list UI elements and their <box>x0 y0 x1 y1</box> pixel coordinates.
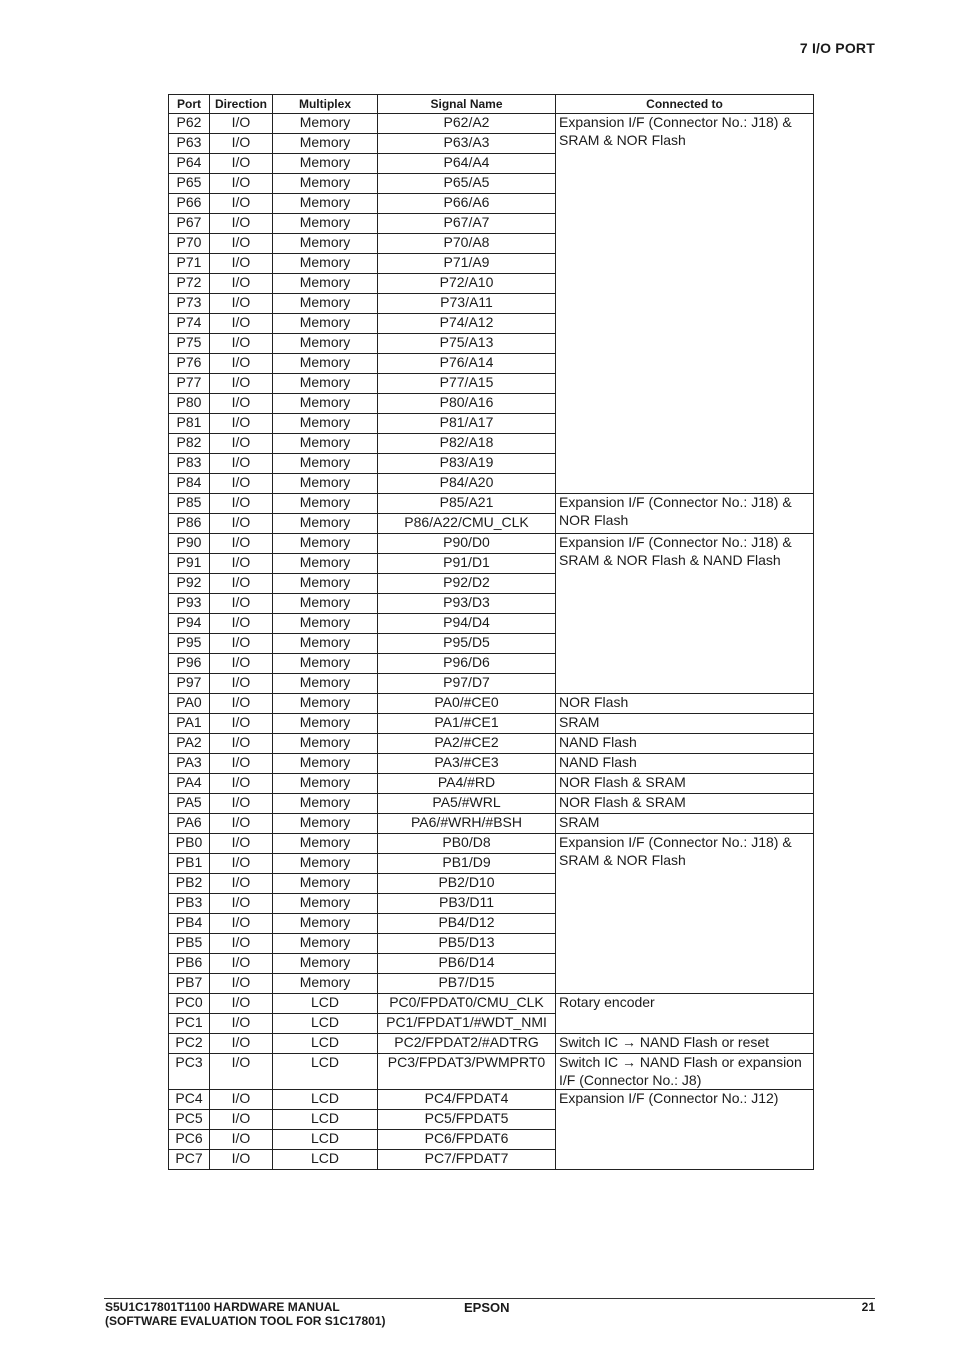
cell-port: PB7 <box>169 974 210 994</box>
cell-multiplex: LCD <box>273 994 378 1014</box>
table-row <box>169 1034 814 1054</box>
cell-multiplex: Memory <box>273 874 378 894</box>
cell-multiplex: Memory <box>273 614 378 634</box>
cell-direction: I/O <box>210 634 273 654</box>
cell-port: P63 <box>169 134 210 154</box>
table-body <box>169 114 814 1170</box>
cell-port: PB6 <box>169 954 210 974</box>
cell-direction: I/O <box>210 1054 273 1090</box>
table-row <box>169 694 814 714</box>
cell-multiplex: Memory <box>273 134 378 154</box>
table-header-row <box>169 95 814 114</box>
cell-direction: I/O <box>210 174 273 194</box>
cell-direction: I/O <box>210 854 273 874</box>
cell-connected-to: NOR Flash & SRAM <box>556 774 814 794</box>
cell-port: PA1 <box>169 714 210 734</box>
cell-direction: I/O <box>210 394 273 414</box>
cell-port: PC6 <box>169 1130 210 1150</box>
column-header-multiplex: Multiplex <box>273 95 378 114</box>
cell-signal-name: PA1/#CE1 <box>378 714 556 734</box>
cell-signal-name: P92/D2 <box>378 574 556 594</box>
cell-port: PA2 <box>169 734 210 754</box>
cell-direction: I/O <box>210 994 273 1014</box>
cell-direction: I/O <box>210 954 273 974</box>
cell-direction: I/O <box>210 274 273 294</box>
table-row <box>169 834 814 854</box>
cell-direction: I/O <box>210 474 273 494</box>
cell-direction: I/O <box>210 894 273 914</box>
cell-multiplex: Memory <box>273 814 378 834</box>
cell-multiplex: Memory <box>273 694 378 714</box>
cell-signal-name: P72/A10 <box>378 274 556 294</box>
cell-multiplex: LCD <box>273 1034 378 1054</box>
table-row <box>169 774 814 794</box>
cell-multiplex: Memory <box>273 174 378 194</box>
cell-multiplex: Memory <box>273 554 378 574</box>
cell-direction: I/O <box>210 114 273 134</box>
cell-port: PC5 <box>169 1110 210 1130</box>
cell-port: P83 <box>169 454 210 474</box>
cell-port: PC4 <box>169 1090 210 1110</box>
cell-direction: I/O <box>210 194 273 214</box>
cell-direction: I/O <box>210 694 273 714</box>
cell-direction: I/O <box>210 814 273 834</box>
cell-port: P95 <box>169 634 210 654</box>
cell-signal-name: PC4/FPDAT4 <box>378 1090 556 1110</box>
cell-direction: I/O <box>210 154 273 174</box>
cell-signal-name: P93/D3 <box>378 594 556 614</box>
cell-port: PB5 <box>169 934 210 954</box>
cell-direction: I/O <box>210 454 273 474</box>
cell-port: P62 <box>169 114 210 134</box>
cell-multiplex: Memory <box>273 454 378 474</box>
cell-direction: I/O <box>210 414 273 434</box>
cell-signal-name: P85/A21 <box>378 494 556 514</box>
cell-signal-name: P74/A12 <box>378 314 556 334</box>
cell-signal-name: PB5/D13 <box>378 934 556 954</box>
cell-connected-to: NOR Flash <box>556 694 814 714</box>
table-row <box>169 534 814 554</box>
cell-port: PB4 <box>169 914 210 934</box>
cell-port: P96 <box>169 654 210 674</box>
cell-port: PA6 <box>169 814 210 834</box>
cell-connected-to: Expansion I/F (Connector No.: J18) & SRAM & NOR Flash <box>556 114 814 494</box>
cell-port: PC2 <box>169 1034 210 1054</box>
table-row <box>169 1054 814 1090</box>
cell-direction: I/O <box>210 794 273 814</box>
cell-multiplex: Memory <box>273 774 378 794</box>
cell-port: P77 <box>169 374 210 394</box>
cell-direction: I/O <box>210 314 273 334</box>
cell-multiplex: Memory <box>273 594 378 614</box>
cell-port: PA4 <box>169 774 210 794</box>
cell-connected-to: Expansion I/F (Connector No.: J18) & NOR Flash <box>556 494 814 534</box>
cell-direction: I/O <box>210 354 273 374</box>
cell-direction: I/O <box>210 1034 273 1054</box>
cell-port: PC0 <box>169 994 210 1014</box>
cell-multiplex: Memory <box>273 394 378 414</box>
cell-signal-name: P83/A19 <box>378 454 556 474</box>
cell-multiplex: Memory <box>273 254 378 274</box>
column-header-signal-name: Signal Name <box>378 95 556 114</box>
io-port-table <box>168 94 814 1170</box>
cell-signal-name: P84/A20 <box>378 474 556 494</box>
cell-signal-name: P96/D6 <box>378 654 556 674</box>
cell-signal-name: P65/A5 <box>378 174 556 194</box>
cell-multiplex: Memory <box>273 474 378 494</box>
cell-multiplex: Memory <box>273 714 378 734</box>
table-row <box>169 494 814 514</box>
cell-signal-name: PB1/D9 <box>378 854 556 874</box>
cell-direction: I/O <box>210 434 273 454</box>
cell-multiplex: Memory <box>273 794 378 814</box>
cell-connected-to: Expansion I/F (Connector No.: J12) <box>556 1090 814 1170</box>
table-row <box>169 994 814 1014</box>
cell-signal-name: PC6/FPDAT6 <box>378 1130 556 1150</box>
cell-direction: I/O <box>210 654 273 674</box>
cell-port: P70 <box>169 234 210 254</box>
cell-port: PC7 <box>169 1150 210 1170</box>
cell-port: P64 <box>169 154 210 174</box>
cell-connected-to: NOR Flash & SRAM <box>556 794 814 814</box>
cell-multiplex: LCD <box>273 1014 378 1034</box>
cell-port: PB0 <box>169 834 210 854</box>
footer-divider <box>104 1298 875 1299</box>
cell-port: P74 <box>169 314 210 334</box>
cell-direction: I/O <box>210 514 273 534</box>
footer-manual-title <box>105 1300 385 1328</box>
cell-signal-name: P64/A4 <box>378 154 556 174</box>
cell-connected-to: Rotary encoder <box>556 994 814 1034</box>
column-header-connected-to: Connected to <box>556 95 814 114</box>
cell-connected-to: Expansion I/F (Connector No.: J18) & SRAM & NOR Flash & NAND Flash <box>556 534 814 694</box>
cell-port: PA3 <box>169 754 210 774</box>
cell-multiplex: Memory <box>273 974 378 994</box>
cell-direction: I/O <box>210 1014 273 1034</box>
cell-signal-name: P62/A2 <box>378 114 556 134</box>
cell-multiplex: Memory <box>273 354 378 374</box>
cell-direction: I/O <box>210 1150 273 1170</box>
cell-port: PC3 <box>169 1054 210 1090</box>
cell-direction: I/O <box>210 734 273 754</box>
cell-direction: I/O <box>210 1090 273 1110</box>
cell-port: P85 <box>169 494 210 514</box>
cell-multiplex: Memory <box>273 634 378 654</box>
cell-port: P86 <box>169 514 210 534</box>
cell-multiplex: Memory <box>273 894 378 914</box>
cell-multiplex: Memory <box>273 414 378 434</box>
cell-signal-name: PC3/FPDAT3/PWMPRT0 <box>378 1054 556 1090</box>
cell-port: P65 <box>169 174 210 194</box>
cell-direction: I/O <box>210 714 273 734</box>
cell-port: P71 <box>169 254 210 274</box>
cell-connected-to: Expansion I/F (Connector No.: J18) & SRAM & NOR Flash <box>556 834 814 994</box>
cell-signal-name: P91/D1 <box>378 554 556 574</box>
cell-signal-name: P73/A11 <box>378 294 556 314</box>
cell-signal-name: P71/A9 <box>378 254 556 274</box>
cell-port: PA5 <box>169 794 210 814</box>
cell-port: P67 <box>169 214 210 234</box>
cell-signal-name: PC0/FPDAT0/CMU_CLK <box>378 994 556 1014</box>
cell-direction: I/O <box>210 914 273 934</box>
cell-multiplex: LCD <box>273 1130 378 1150</box>
cell-multiplex: Memory <box>273 514 378 534</box>
cell-multiplex: Memory <box>273 934 378 954</box>
cell-direction: I/O <box>210 674 273 694</box>
footer-manual-title-line2: (SOFTWARE EVALUATION TOOL FOR S1C17801) <box>105 1314 386 1328</box>
cell-signal-name: P76/A14 <box>378 354 556 374</box>
cell-port: PC1 <box>169 1014 210 1034</box>
cell-direction: I/O <box>210 834 273 854</box>
cell-signal-name: P95/D5 <box>378 634 556 654</box>
cell-multiplex: Memory <box>273 574 378 594</box>
cell-multiplex: Memory <box>273 954 378 974</box>
cell-signal-name: P94/D4 <box>378 614 556 634</box>
cell-multiplex: LCD <box>273 1090 378 1110</box>
cell-port: PA0 <box>169 694 210 714</box>
cell-multiplex: Memory <box>273 374 378 394</box>
cell-signal-name: PB6/D14 <box>378 954 556 974</box>
cell-signal-name: P67/A7 <box>378 214 556 234</box>
cell-direction: I/O <box>210 1110 273 1130</box>
cell-signal-name: PA5/#WRL <box>378 794 556 814</box>
cell-direction: I/O <box>210 554 273 574</box>
table-row <box>169 814 814 834</box>
cell-connected-to: Switch IC → NAND Flash or reset <box>556 1034 814 1054</box>
cell-port: P75 <box>169 334 210 354</box>
cell-multiplex: Memory <box>273 234 378 254</box>
table-row <box>169 734 814 754</box>
cell-signal-name: P80/A16 <box>378 394 556 414</box>
cell-direction: I/O <box>210 494 273 514</box>
cell-signal-name: PA2/#CE2 <box>378 734 556 754</box>
cell-port: P92 <box>169 574 210 594</box>
cell-direction: I/O <box>210 134 273 154</box>
cell-connected-to: SRAM <box>556 814 814 834</box>
cell-direction: I/O <box>210 574 273 594</box>
cell-multiplex: Memory <box>273 154 378 174</box>
section-title: 7 I/O PORT <box>799 40 875 56</box>
cell-multiplex: Memory <box>273 214 378 234</box>
cell-direction: I/O <box>210 234 273 254</box>
cell-direction: I/O <box>210 254 273 274</box>
cell-direction: I/O <box>210 774 273 794</box>
cell-port: P82 <box>169 434 210 454</box>
cell-signal-name: P70/A8 <box>378 234 556 254</box>
cell-connected-to: NAND Flash <box>556 754 814 774</box>
footer-manual-title-line1: S5U1C17801T1100 HARDWARE MANUAL <box>105 1300 340 1314</box>
cell-signal-name: PA0/#CE0 <box>378 694 556 714</box>
cell-multiplex: Memory <box>273 854 378 874</box>
cell-signal-name: PB4/D12 <box>378 914 556 934</box>
cell-port: P66 <box>169 194 210 214</box>
cell-port: P93 <box>169 594 210 614</box>
cell-direction: I/O <box>210 334 273 354</box>
cell-port: P84 <box>169 474 210 494</box>
cell-signal-name: PC5/FPDAT5 <box>378 1110 556 1130</box>
cell-signal-name: PA3/#CE3 <box>378 754 556 774</box>
cell-port: P90 <box>169 534 210 554</box>
cell-port: P76 <box>169 354 210 374</box>
cell-direction: I/O <box>210 874 273 894</box>
cell-multiplex: Memory <box>273 314 378 334</box>
cell-direction: I/O <box>210 754 273 774</box>
cell-multiplex: LCD <box>273 1054 378 1090</box>
cell-port: P80 <box>169 394 210 414</box>
cell-port: P72 <box>169 274 210 294</box>
cell-multiplex: Memory <box>273 114 378 134</box>
cell-port: PB2 <box>169 874 210 894</box>
cell-multiplex: Memory <box>273 434 378 454</box>
cell-signal-name: PC1/FPDAT1/#WDT_NMI <box>378 1014 556 1034</box>
cell-multiplex: Memory <box>273 334 378 354</box>
cell-signal-name: P66/A6 <box>378 194 556 214</box>
table-row <box>169 114 814 134</box>
cell-direction: I/O <box>210 1130 273 1150</box>
cell-signal-name: PB2/D10 <box>378 874 556 894</box>
cell-signal-name: P63/A3 <box>378 134 556 154</box>
cell-multiplex: Memory <box>273 194 378 214</box>
cell-connected-to: Switch IC → NAND Flash or expansion I/F (Connector No.: J8) <box>556 1054 814 1090</box>
cell-multiplex: LCD <box>273 1150 378 1170</box>
cell-signal-name: P97/D7 <box>378 674 556 694</box>
table-row <box>169 1090 814 1110</box>
cell-signal-name: PB3/D11 <box>378 894 556 914</box>
cell-multiplex: LCD <box>273 1110 378 1130</box>
cell-signal-name: PA4/#RD <box>378 774 556 794</box>
cell-connected-to: SRAM <box>556 714 814 734</box>
cell-direction: I/O <box>210 974 273 994</box>
cell-direction: I/O <box>210 614 273 634</box>
cell-multiplex: Memory <box>273 274 378 294</box>
cell-signal-name: P81/A17 <box>378 414 556 434</box>
column-header-direction: Direction <box>210 95 273 114</box>
cell-connected-to: NAND Flash <box>556 734 814 754</box>
cell-signal-name: P90/D0 <box>378 534 556 554</box>
cell-direction: I/O <box>210 934 273 954</box>
cell-direction: I/O <box>210 294 273 314</box>
column-header-port: Port <box>169 95 210 114</box>
cell-direction: I/O <box>210 534 273 554</box>
cell-direction: I/O <box>210 374 273 394</box>
cell-port: P81 <box>169 414 210 434</box>
cell-signal-name: P86/A22/CMU_CLK <box>378 514 556 534</box>
table-row <box>169 714 814 734</box>
table-row <box>169 794 814 814</box>
cell-signal-name: P77/A15 <box>378 374 556 394</box>
cell-signal-name: P82/A18 <box>378 434 556 454</box>
cell-signal-name: PC7/FPDAT7 <box>378 1150 556 1170</box>
cell-signal-name: PB7/D15 <box>378 974 556 994</box>
cell-multiplex: Memory <box>273 294 378 314</box>
cell-signal-name: PA6/#WRH/#BSH <box>378 814 556 834</box>
cell-multiplex: Memory <box>273 674 378 694</box>
cell-signal-name: PB0/D8 <box>378 834 556 854</box>
cell-port: P91 <box>169 554 210 574</box>
cell-port: P94 <box>169 614 210 634</box>
cell-signal-name: PC2/FPDAT2/#ADTRG <box>378 1034 556 1054</box>
table-row <box>169 754 814 774</box>
footer-brand: EPSON <box>464 1300 510 1315</box>
cell-multiplex: Memory <box>273 654 378 674</box>
page-number: 21 <box>861 1300 875 1314</box>
cell-port: PB1 <box>169 854 210 874</box>
cell-multiplex: Memory <box>273 834 378 854</box>
cell-signal-name: P75/A13 <box>378 334 556 354</box>
cell-multiplex: Memory <box>273 494 378 514</box>
cell-multiplex: Memory <box>273 754 378 774</box>
cell-port: P73 <box>169 294 210 314</box>
cell-direction: I/O <box>210 594 273 614</box>
cell-port: P97 <box>169 674 210 694</box>
cell-direction: I/O <box>210 214 273 234</box>
cell-multiplex: Memory <box>273 534 378 554</box>
cell-port: PB3 <box>169 894 210 914</box>
cell-multiplex: Memory <box>273 914 378 934</box>
cell-multiplex: Memory <box>273 734 378 754</box>
